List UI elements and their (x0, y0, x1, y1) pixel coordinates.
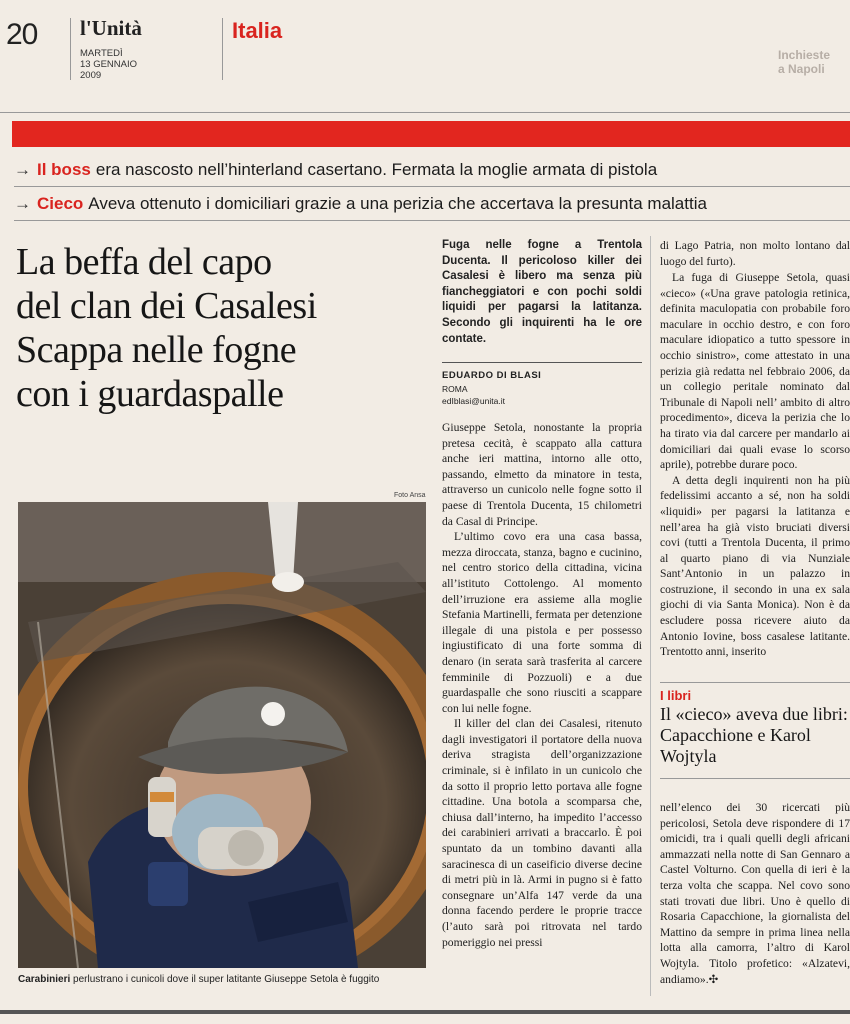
page-number: 20 (6, 18, 38, 51)
bleedthrough-text (778, 48, 830, 76)
photo-illustration (18, 502, 426, 968)
box-divider (660, 778, 850, 779)
issue-date (80, 48, 137, 81)
header-divider (70, 18, 71, 80)
column-divider (650, 236, 651, 996)
caption-text: perlustrano i cunicoli dove il super latitante Giuseppe Setola è fuggito (73, 974, 380, 985)
header-divider-2 (222, 18, 223, 80)
strap-text: Aveva ottenuto i domiciliari grazie a una perizia che accertava la presunta malattia (88, 194, 707, 213)
box-label: I libri (660, 688, 692, 703)
article-lead: Fuga nelle fogne a Trentola Ducenta. Il pericoloso killer dei Casalesi è libero ma senza più fiancheggiatori e con pochi soldi liquidi per pagarsi la latitanza. Secondo gli inquirenti ha le ore contate. (442, 239, 642, 345)
byline-city: ROMA (442, 384, 468, 394)
headline-line: del clan dei Casalesi (16, 285, 317, 327)
strap-keyword: Il boss (37, 160, 91, 179)
paragraph: nell’elenco dei 30 ricercati più pericolosi, Setola deve rispondere di 17 omicidi, tra i quali quelli degli africani ammazzati nella notte di San Gennaro a Castel Volturno. Con quella di ieri è la terza volta che scappa. Nel covo sono stati trovati due libri. Uno è quello di Rosaria Capacchione, la giornalista del Mattino da sempre in prima linea nella lotta alla camorra, l’altro di Karol Wojtyla. Titolo profetico: «Alzatevi, andiamo».✣ (660, 801, 850, 986)
caption-keyword: Carabinieri (18, 974, 71, 985)
paragraph: Giuseppe Setola, nonostante la propria pretesa cecità, è scappato alla cattura anche ieri mattina, intorno alle otto, passando, elmetto da minatore in testa, attraverso un cunicolo nelle fogne sotto il paese di Trentola Ducenta, 15 chilometri da Casal di Principe. (442, 421, 642, 528)
strap-cieco (14, 194, 707, 214)
article-column-2-top: di Lago Patria, non molto lontano dal luogo del furto). (660, 239, 850, 268)
newspaper-logo: l'Unità (80, 16, 142, 40)
article-column-1 (442, 420, 642, 950)
paragraph: Il killer del clan dei Casalesi, ritenuto dagli investigatori il portatore della nuova deriva stragista dell’organizzazione criminale, si è infilato in un cunicolo che da sotto il proprio letto portava alle fogne cittadine. Una botola a scomparsa che, chiusa dall’interno, ha impedito l’accesso dei carabinieri arrivati a braccarlo. È poi spuntato da un tombino davanti alla saracinesca di un caseificio diverse decine di metri più in là. Armi in pugno si è fatto consegnare un’Alfa 147 verde da una donna facendo perdere le proprie tracce (l’auto sarà poi ritrovata nel tardo pomeriggio nei pressi (442, 717, 642, 949)
arrow-right-icon: → (14, 194, 31, 213)
red-banner (12, 121, 850, 147)
headline-line: con i guardaspalle (16, 373, 284, 415)
lead-divider (442, 362, 642, 363)
headline (16, 240, 436, 416)
page-bottom-rule (0, 1010, 850, 1014)
header-rule (0, 112, 850, 113)
paragraph: La fuga di Giuseppe Setola, quasi «cieco» («Una grave patologia retinica, definita maculopatia con probabile foro maculare in occhio destro, e con foro maculare idiopatico a tutto spessore in occhio sinistro», come attestato in una perizia già redatta nel febbraio 2006, da un collegio peritale nominato dal Tribunale di Napoli nell’ ambito di altro procedimento», diceva la perizia che lo ha tirato via dal carcere per mandarlo ai domiciliari dai quali evase lo scorso aprile), potrebbe durare poco. (660, 271, 850, 472)
news-photo (18, 502, 426, 968)
date-day-month: 13 GENNAIO (80, 59, 138, 70)
bleedthrough-line: Inchieste (778, 48, 831, 62)
headline-line: Scappa nelle fogne (16, 329, 297, 371)
box-divider (660, 682, 850, 683)
date-year: 2009 (80, 70, 102, 81)
section-title: Italia (232, 18, 283, 43)
paragraph: A detta degli inquirenti non ha più fedelissimi accanto a sé, non ha soldi «liquidi» per pagarsi la latitanza e nell’area ha già visto bruciati diversi covi (tutti a Trentola Ducenta, il primo al quarto piano di via Nunziale Sant’Antonio in un palazzo in costruzione, il secondo in una ex sala giochi di via Santa Monica). Non è da escludere possa ricevere aiuto da Antonio Iovine, boss casalese latitante. Trentotto anni, inserito (660, 473, 850, 659)
strap-boss (14, 160, 657, 180)
photo-credit: Foto Ansa (394, 492, 426, 499)
article-column-3 (660, 800, 850, 987)
byline-author: EDUARDO DI BLASI (442, 370, 542, 381)
paragraph: L’ultimo covo era una casa bassa, mezza diroccata, stanza, bagno e cucinino, nel centro storico della cittadina, vicina all’istituto Cottolengo. Al momento dell’irruzione era assieme alla moglie Stefania Martinelli, fermata per detenzione illegale di una pistola e per possesso ingiustificato di una forte somma di denaro (in serata sarà trasferita al carcere femminile di Pozzuoli) e a due guardaspalle che sono riusciti a scappare con lui nelle fogne. (442, 530, 642, 715)
strap-divider (14, 186, 850, 187)
arrow-right-icon: → (14, 160, 31, 179)
strap-divider (14, 220, 850, 221)
strap-text: era nascosto nell’hinterland casertano. Fermata la moglie armata di pistola (95, 160, 658, 179)
strap-keyword: Cieco (37, 194, 84, 213)
byline-email: edIblasi@unita.it (442, 396, 505, 406)
article-column-2 (660, 270, 850, 660)
headline-line: La beffa del capo (16, 241, 272, 283)
photo-caption (18, 974, 438, 985)
box-title: Il «cieco» aveva due libri: Capacchione e Karol Wojtyla (660, 704, 848, 766)
date-weekday: MARTEDÌ (80, 48, 123, 59)
bleedthrough-line: a Napoli (778, 62, 825, 76)
